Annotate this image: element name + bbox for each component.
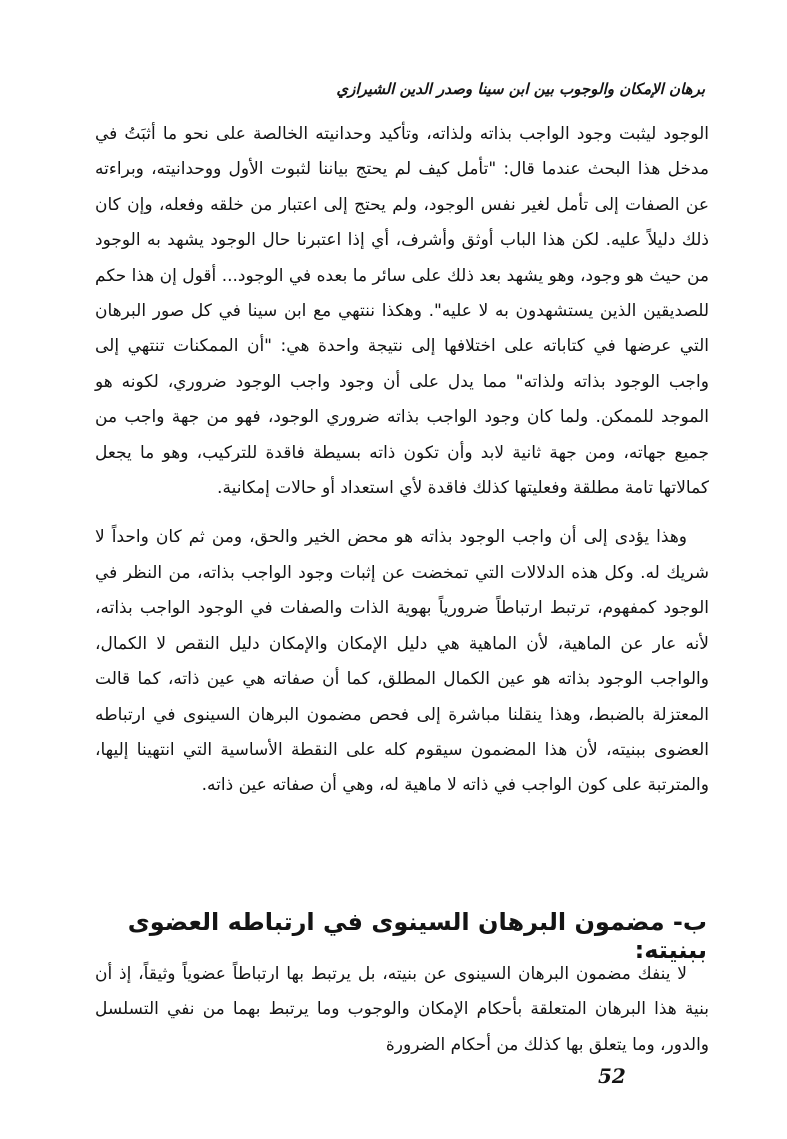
section-heading: ب- مضمون البرهان السينوى في ارتباطه العضوى ببنيته: xyxy=(127,908,707,964)
paragraph-1: الوجود ليثبت وجود الواجب بذاته ولذاته، وتأكيد وحدانيته الخالصة على نحو ما أثبَتُ في مدخل هذا البحث عندما قال: "تأمل كيف لم يحتج بياننا لثبوت الأول ووحدانيته، وبراءته عن الصفات إلى تأمل لغير نفس الوجود، ولم يحتج إلى اعتبار من خلقه وفعله، وإن كان ذلك دليلاً عليه. لكن هذا الباب أوثق وأشرف، أي إذا اعتبرنا حال الوجود يشهد به الوجود من حيث هو وجود، وهو يشهد بعد ذلك على سائر ما بعده في الوجود... أقول إن هذا حكم للصديقين الذين يستشهدون به لا عليه". وهكذا ننتهي مع ابن سينا في كل صور البرهان التي عرضها في كتاباته على اختلافها إلى نتيجة واحدة هي: "أن الممكنات تنتهي إلى واجب الوجود بذاته ولذاته" مما يدل على أن وجود واجب الوجود ضروري، لكونه هو الموجد للممكن. ولما كان وجود الواجب بذاته ضروري الوجود، فهو من جهة واجب من جميع جهاته، ومن جهة ثانية لابد وأن تكون ذاته بسيطة فاقدة للتركيب، وهو ما يجعل كمالاتها تامة مطلقة وفعليتها كذلك فاقدة لأي استعداد أو حالات إمكانية. xyxy=(95,124,709,499)
main-text-block xyxy=(95,117,709,804)
section-text-block xyxy=(95,957,709,1063)
running-header-title: برهان الإمكان والوجوب بين ابن سينا وصدر الدين الشيرازي xyxy=(336,80,705,98)
page-number: 52 xyxy=(598,1064,626,1088)
paragraph-2: وهذا يؤدى إلى أن واجب الوجود بذاته هو محض الخير والحق، ومن ثم كان واحداً لا شريك له. وكل هذه الدلالات التي تمخضت عن إثبات وجود الواجب بذاته، من النظر في الوجود كمفهوم، ترتبط ارتباطاً ضرورياً بهوية الذات والصفات في الوجود الواجب بذاته، لأنه عار عن الماهية، لأن الماهية هي دليل الإمكان والإمكان دليل النقص لا الكمال، والواجب الوجود بذاته هو عين الكمال المطلق، كما أن صفاته هي عين ذاته، كما قالت المعتزلة بالضبط، وهذا ينقلنا مباشرة إلى فحص مضمون البرهان السينوى في ارتباطه العضوى ببنيته، لأن هذا المضمون سيقوم كله على النقطة الأساسية التي انتهينا إليها، والمترتبة على كون الواجب في ذاته لا ماهية له، وهي أن صفاته عين ذاته. xyxy=(95,527,709,796)
paragraph-3: لا ينفك مضمون البرهان السينوى عن بنيته، بل يرتبط بها ارتباطاً عضوياً وثيقاً، إذ أن بنية هذا البرهان المتعلقة بأحكام الإمكان والوجوب وما يرتبط بهما من نفي التسلسل والدور، وما يتعلق بها كذلك من أحكام الضرورة xyxy=(95,964,709,1055)
